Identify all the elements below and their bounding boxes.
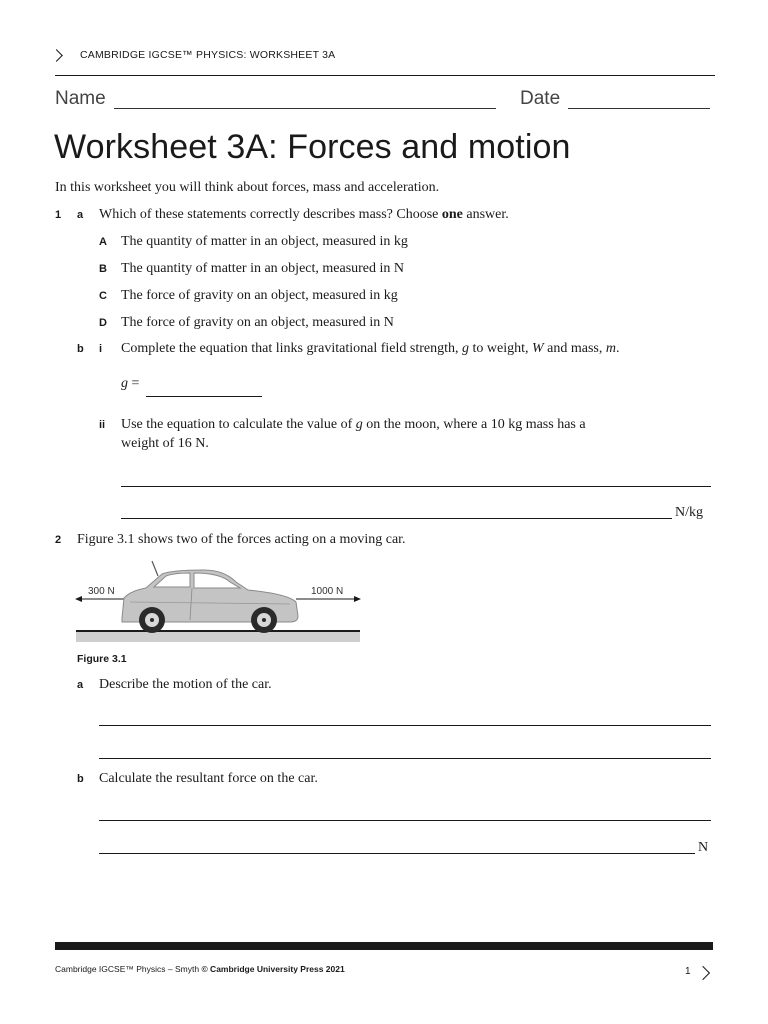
page-title: Worksheet 3A: Forces and motion [54,128,571,166]
q2a-answer-line-2[interactable] [99,758,711,759]
running-title: CAMBRIDGE IGCSE™ PHYSICS: WORKSHEET 3A [80,49,336,61]
left-arrowhead [75,596,82,602]
q1bi-label: i [99,343,103,355]
page-number: 1 [685,966,691,977]
q2-number: 2 [55,534,62,546]
equation-answer-line[interactable] [146,396,262,397]
q2a-label: a [77,679,84,691]
q1bi-var-m: m [605,341,616,356]
q1b-label: b [77,343,84,355]
q1bii-text-1: Use the equation to calculate the value of [121,417,356,432]
car-force-figure [74,558,364,648]
option-letter-d: D [99,317,107,329]
equation-sign: = [128,376,140,391]
q1bi-text-2: to weight, [468,341,532,356]
q1bii-text-line2: weight of 16 N. [121,436,209,451]
header-rule [55,75,715,76]
right-arrowhead [354,596,361,602]
equation-var-g: g [121,376,128,391]
q1bi-var-g: g [461,341,469,356]
footer-bar [55,942,713,950]
next-page-chevron-icon[interactable] [696,966,710,980]
footer-credit-text: Cambridge IGCSE™ Physics – Smyth [55,964,202,974]
q2b-answer-line-2[interactable] [99,853,695,854]
q1bi-text-3: and mass, [543,341,606,356]
option-letter-b: B [99,263,107,275]
q1bii-label: ii [99,419,106,431]
q1a-label: a [77,209,84,221]
car-front-wheel [251,607,277,633]
q1bii-answer-line-2[interactable] [121,518,672,519]
q1bi-text-4: . [616,341,620,356]
footer-copyright: © Cambridge University Press 2021 [201,964,345,974]
left-force-label: 300 N [88,586,115,597]
q2b-answer-line-1[interactable] [99,820,711,821]
q1a-question-post: answer. [462,207,509,222]
q2-intro: Figure 3.1 shows two of the forces acting on a moving car. [77,532,406,547]
option-letter-a: A [99,236,107,248]
right-force-label: 1000 N [311,586,344,597]
equation-label [121,376,139,392]
car-rear-wheel [139,607,165,633]
q2b-unit: N [698,840,709,855]
option-letter-c: C [99,290,107,302]
q1a-question [99,207,509,223]
header-chevron-icon [50,49,63,62]
name-field-line[interactable] [114,108,496,109]
option-text-b[interactable]: The quantity of matter in an object, measured in N [121,261,405,276]
name-label: Name [55,88,106,109]
footer-credit [55,964,345,974]
intro-text: In this worksheet you will think about forces, mass and acceleration. [55,180,440,195]
figure-caption: Figure 3.1 [77,653,127,665]
option-text-a[interactable]: The quantity of matter in an object, measured in kg [121,234,408,249]
q1a-question-pre: Which of these statements correctly describes mass? Choose [99,207,442,222]
option-text-c[interactable]: The force of gravity on an object, measured in kg [121,288,398,303]
q1bii-var-g: g [355,417,363,432]
q2a-answer-line-1[interactable] [99,725,711,726]
q1bi-text [121,341,620,357]
q1bi-var-w: W [531,341,544,356]
q1bii-answer-line-1[interactable] [121,486,711,487]
q2b-label: b [77,773,84,785]
q1bii-text-2: on the moon, where a 10 kg mass has a [362,417,586,432]
option-text-d[interactable]: The force of gravity on an object, measured in N [121,315,394,330]
q2b-text: Calculate the resultant force on the car. [99,771,318,786]
car-antenna [152,561,158,576]
q2a-text: Describe the motion of the car. [99,677,272,692]
date-field-line[interactable] [568,108,710,109]
date-label: Date [520,88,561,109]
q1bii-text-line1 [121,417,586,433]
ground-strip [76,631,360,642]
q1-number: 1 [55,209,62,221]
q1bi-text-1: Complete the equation that links gravitational field strength, [121,341,462,356]
q1a-question-bold: one [441,207,463,222]
q1bii-unit: N/kg [675,505,703,520]
